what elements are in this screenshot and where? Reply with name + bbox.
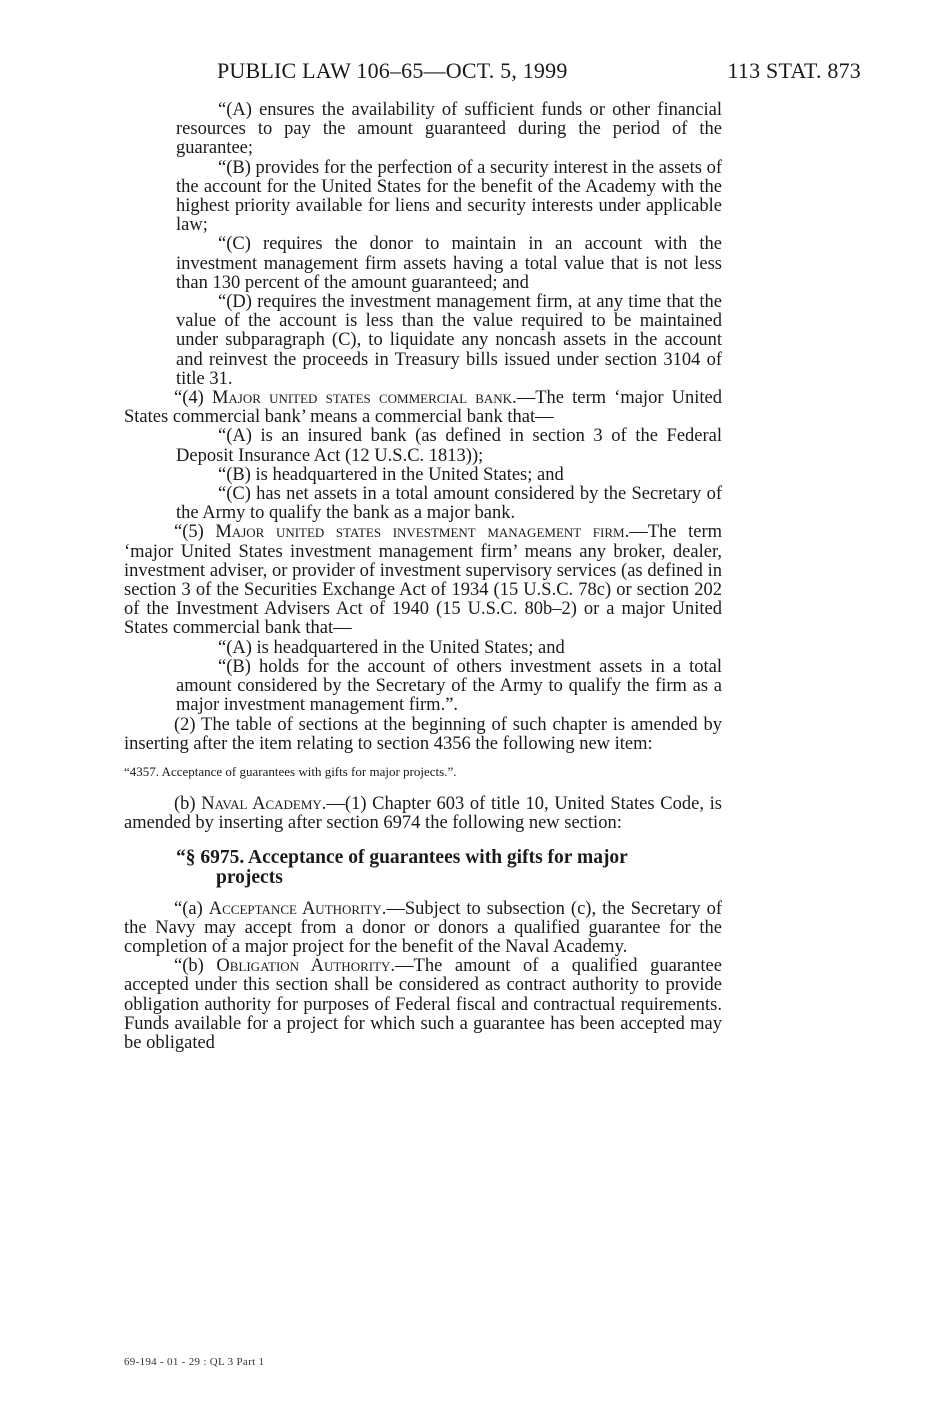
- paragraph-naval-academy: [124, 795, 722, 833]
- paragraph-firm-assets: “(B) holds for the account of others investment assets in a total amount considered by the Secretary of the Army to qualify the firm as a major investment management firm.”.: [176, 656, 722, 716]
- definition-heading: Major united states investment management firm.: [215, 522, 630, 543]
- definition-heading: Major united states commercial bank.: [211, 388, 517, 409]
- definition-text: —The term ‘major United States investment management firm’ means any broker, dealer, investment adviser, or provider of investment supervisory services (as defined in section 3 of the Securities Exchange Act of 1934 (15 U.S.C. 78c) or section 202 of the Investment Advisers Act of 1940 (15 U.S.C. 80b–2) or a major United States commercial bank that—: [124, 522, 722, 639]
- subsection-heading: Naval Academy.: [201, 794, 327, 815]
- section-heading-line2: projects: [216, 866, 283, 888]
- table-of-sections-item: “4357. Acceptance of guarantees with gifts for major projects.”.: [124, 763, 457, 779]
- document-body: [124, 101, 722, 1053]
- paragraph-table-amendment: (2) The table of sections at the beginning of such chapter is amended by inserting after the item relating to section 4356 the following new item:: [124, 714, 722, 754]
- definition-investment-firm: [124, 523, 722, 638]
- subsection-text: —(1) Chapter 603 of title 10, United States Code, is amended by inserting after section 6974 the following new section:: [124, 794, 722, 834]
- paragraph-bank-net-assets: “(C) has net assets in a total amount considered by the Secretary of the Army to qualify the bank as a major bank.: [176, 484, 722, 524]
- definition-number: “(5): [174, 522, 216, 543]
- paragraph-acceptance-authority: [124, 900, 722, 958]
- print-code-footer: 69-194 - 01 - 29 : QL 3 Part 1: [124, 1356, 265, 1368]
- paragraph-bank-headquartered: “(B) is headquartered in the United States; and: [218, 464, 564, 485]
- paragraph-firm-headquartered: “(A) is headquartered in the United States; and: [218, 637, 565, 658]
- definition-text: —The term ‘major United States commercial bank’ means a commercial bank that—: [124, 388, 722, 428]
- definition-number: “(4): [174, 388, 212, 409]
- paragraph-obligation-authority: [124, 957, 722, 1053]
- paragraph-b-security: “(B) provides for the perfection of a security interest in the assets of the account for the United States for the benefit of the Academy with the highest priority available for liens and security interests under applicable law;: [176, 157, 722, 236]
- subsection-text: —The amount of a qualified guarantee accepted under this section shall be considered as contract authority to provide obligation authority for purposes of Federal fiscal and contractual requirements. Funds available for a project for which such a guarantee has been accepted may be obligated: [124, 956, 722, 1053]
- subsection-label: (b): [174, 794, 202, 815]
- subsection-heading: Acceptance Authority.: [208, 898, 387, 919]
- paragraph-c-donor: “(C) requires the donor to maintain in an account with the investment management firm assets having a total value that is not less than 130 percent of the amount guaranteed; and: [176, 234, 722, 293]
- paragraph-a-funds: “(A) ensures the availability of sufficient funds or other financial resources to pay the amount guaranteed during the period of the guarantee;: [176, 100, 722, 159]
- definition-commercial-bank: [124, 389, 722, 427]
- subsection-heading: Obligation Authority.: [216, 956, 396, 977]
- section-heading-line1: “§ 6975. Acceptance of guarantees with gifts for major: [176, 846, 628, 868]
- paragraph-bank-insured: “(A) is an insured bank (as defined in section 3 of the Federal Deposit Insurance Act (12 U.S.C. 1813));: [176, 426, 722, 466]
- paragraph-d-liquidate: “(D) requires the investment management firm, at any time that the value of the account is less than the value required to be maintained under subparagraph (C), to liquidate any noncash assets in the account and reinvest the proceeds in Treasury bills issued under section 3104 of title 31.: [176, 292, 722, 389]
- running-header-page: 113 STAT. 873: [727, 58, 861, 83]
- subsection-label: “(a): [174, 898, 209, 919]
- subsection-label: “(b): [174, 956, 217, 977]
- section-heading-6975: [124, 848, 722, 888]
- subsection-text: —Subject to subsection (c), the Secretary of the Navy may accept from a donor or donors a qualified guarantee for the completion of a major project for the benefit of the Naval Academy.: [124, 898, 723, 957]
- running-header-law: PUBLIC LAW 106–65—OCT. 5, 1999: [217, 58, 568, 83]
